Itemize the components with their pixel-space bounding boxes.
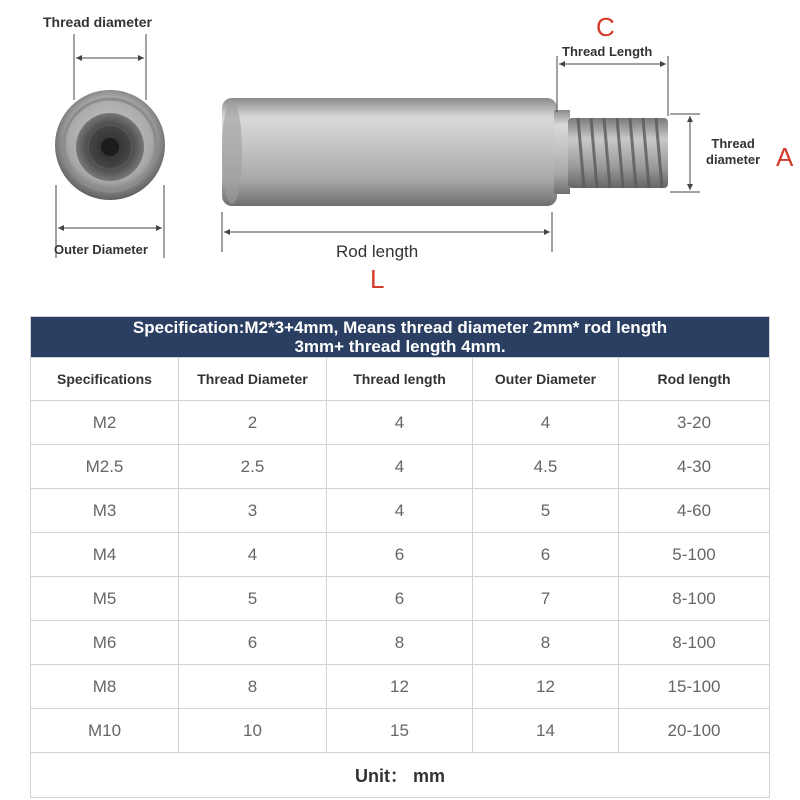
table-title-line1: Specification:M2*3+4mm, Means thread diameter 2mm* rod length [132, 318, 668, 337]
cell-rod-length: 5-100 [619, 533, 770, 577]
outer-diameter-label: Outer Diameter [54, 242, 148, 257]
thread-diameter-letter: A [776, 142, 794, 172]
thread-length-letter: C [596, 12, 615, 42]
cell-thread-diameter: 8 [179, 665, 327, 709]
rod-body [222, 98, 557, 206]
cell-outer-diameter: 14 [473, 709, 619, 753]
cell-thread-length: 12 [327, 665, 473, 709]
table-row [31, 665, 770, 709]
cell-thread-length: 4 [327, 401, 473, 445]
cell-thread-length: 6 [327, 533, 473, 577]
side-view [222, 56, 700, 252]
cell-spec: M5 [31, 577, 179, 621]
table-row [31, 709, 770, 753]
cell-outer-diameter: 8 [473, 621, 619, 665]
cell-thread-length: 6 [327, 577, 473, 621]
cell-rod-length: 8-100 [619, 621, 770, 665]
cell-rod-length: 4-60 [619, 489, 770, 533]
cell-outer-diameter: 4.5 [473, 445, 619, 489]
cell-thread-diameter: 2 [179, 401, 327, 445]
cell-thread-diameter: 4 [179, 533, 327, 577]
specification-table [30, 316, 770, 798]
table-row [31, 445, 770, 489]
cell-outer-diameter: 6 [473, 533, 619, 577]
cell-outer-diameter: 12 [473, 665, 619, 709]
cell-rod-length: 3-20 [619, 401, 770, 445]
cell-thread-length: 4 [327, 445, 473, 489]
cell-thread-diameter: 3 [179, 489, 327, 533]
cell-thread-diameter: 2.5 [179, 445, 327, 489]
table-row [31, 533, 770, 577]
table-header-row [31, 358, 770, 401]
cell-thread-diameter: 6 [179, 621, 327, 665]
cell-outer-diameter: 5 [473, 489, 619, 533]
cell-spec: M6 [31, 621, 179, 665]
cell-spec: M4 [31, 533, 179, 577]
rod-length-letter: L [370, 264, 385, 294]
rod-length-label: Rod length [336, 242, 419, 261]
cell-spec: M3 [31, 489, 179, 533]
side-thread-diameter-label-line2: diameter [706, 152, 761, 167]
table-row [31, 577, 770, 621]
cell-spec: M8 [31, 665, 179, 709]
header-specifications: Specifications [31, 358, 179, 401]
cell-rod-length: 15-100 [619, 665, 770, 709]
table-row [31, 621, 770, 665]
table-row [31, 401, 770, 445]
cell-thread-length: 4 [327, 489, 473, 533]
side-thread-diameter-label [706, 136, 760, 168]
header-thread-length: Thread length [327, 358, 473, 401]
header-outer-diameter: Outer Diameter [473, 358, 619, 401]
cell-outer-diameter: 4 [473, 401, 619, 445]
cell-spec: M2.5 [31, 445, 179, 489]
end-view [55, 34, 165, 258]
cell-thread-diameter: 5 [179, 577, 327, 621]
cell-rod-length: 8-100 [619, 577, 770, 621]
cell-rod-length: 20-100 [619, 709, 770, 753]
cell-thread-length: 15 [327, 709, 473, 753]
table-row [31, 489, 770, 533]
cell-spec: M2 [31, 401, 179, 445]
unit-footer: Unit： mm [31, 753, 770, 798]
header-rod-length: Rod length [619, 358, 770, 401]
cell-spec: M10 [31, 709, 179, 753]
thread-length-label: Thread Length [562, 44, 653, 59]
cell-thread-length: 8 [327, 621, 473, 665]
side-thread-diameter-label-line1: Thread [711, 136, 755, 151]
cell-outer-diameter: 7 [473, 577, 619, 621]
table-title [31, 317, 770, 358]
end-thread-diameter-label: Thread diameter [43, 14, 152, 30]
cell-rod-length: 4-30 [619, 445, 770, 489]
header-thread-diameter: Thread Diameter [179, 358, 327, 401]
table-title-line2: 3mm+ thread length 4mm. [294, 337, 506, 356]
cell-thread-diameter: 10 [179, 709, 327, 753]
